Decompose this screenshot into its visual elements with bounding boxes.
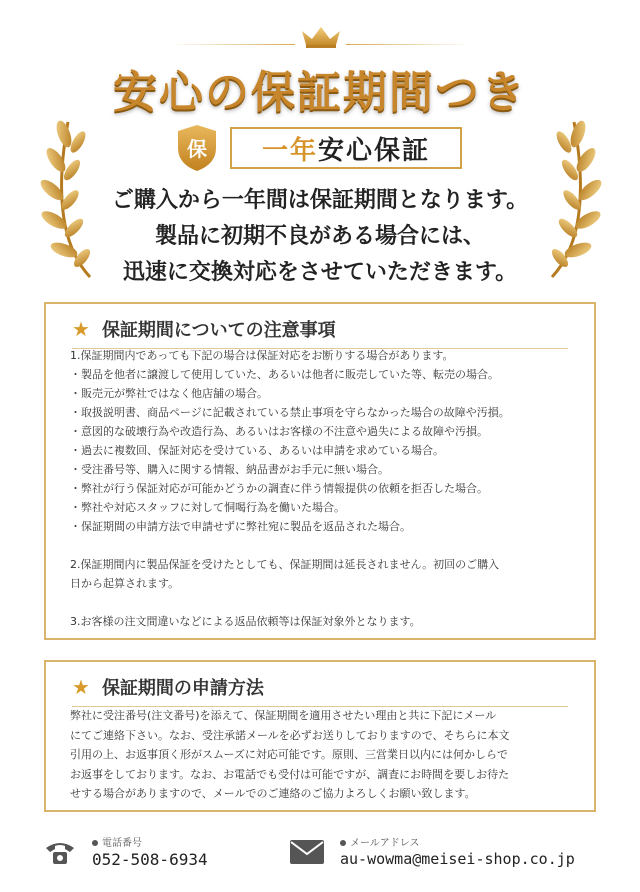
notice-heading-text: 保証期間についての注意事項 <box>101 320 336 341</box>
notice-line: 3.お客様の注文間違いなどによる返品依頼等は保証対象外となります。 <box>70 615 421 628</box>
mail-icon <box>290 840 324 864</box>
notice-line: 日から起算されます。 <box>70 577 180 590</box>
mail-address[interactable]: au-wowma@meisei-shop.co.jp <box>340 850 575 868</box>
badge-label: 保 <box>187 137 207 161</box>
star-icon: ★ <box>72 675 90 699</box>
intro-line: 製品に初期不良がある場合には、 <box>154 224 485 249</box>
apply-line: 引用の上、お返事頂く形がスムーズに対応可能です。原則、三営業日以内には何かしらで <box>70 748 508 761</box>
subtitle-rest: 安心保証 <box>318 135 431 166</box>
apply-line: 弊社に受注番号(注文番号)を添えて、保証期間を適用させたい理由と共に下記にメール <box>70 709 497 722</box>
notice-line: ・意図的な破壊行為や改造行為、あるいはお客様の不注意や過失による故障や汚損。 <box>70 425 488 438</box>
page-title: 安心の保証期間つき <box>113 67 527 118</box>
title-rule-right <box>346 44 471 45</box>
notice-line: ・弊社が行う保証対応が可能かどうかの調査に伴う情報提供の依頼を拒否した場合。 <box>70 482 488 495</box>
crown-icon <box>300 25 342 49</box>
notice-list <box>70 346 580 631</box>
phone-label: 電話番号 <box>92 834 142 849</box>
notice-line: ・弊社や対応スタッフに対して恫喝行為を働いた場合。 <box>70 501 345 514</box>
notice-line: ・販売元が弊社ではなく他店舗の場合。 <box>70 387 268 400</box>
subtitle-accent: 一年 <box>261 135 318 166</box>
mail-label: メールアドレス <box>340 834 420 849</box>
apply-panel <box>44 660 596 812</box>
apply-line: お返事をしております。なお、お電話でも受付は可能ですが、調査にお時間を要しお待た <box>70 767 510 781</box>
notice-line: ・受注番号等、購入に関する情報、納品書がお手元に無い場合。 <box>70 463 389 476</box>
apply-line: せする場合がありますので、メールでのご連絡のご協力よろしくお願い致します。 <box>70 787 476 800</box>
apply-heading <box>72 674 264 700</box>
subtitle-box <box>230 127 462 169</box>
notice-line: ・保証期間の申請方法で申請せずに弊社宛に製品を返品された場合。 <box>70 520 411 533</box>
intro-line: ご購入から一年間は保証期間となります。 <box>111 188 529 213</box>
star-icon: ★ <box>72 317 90 341</box>
apply-heading-text: 保証期間の申請方法 <box>101 678 264 699</box>
notice-panel <box>44 302 596 640</box>
notice-line: ・製品を他者に譲渡して使用していた、あるいは他者に販売していた等、転売の場合。 <box>70 368 499 381</box>
apply-text <box>70 706 580 804</box>
notice-line: 1.保証期間内であっても下記の場合は保証対応をお断りする場合があります。 <box>70 349 454 362</box>
apply-line: にてご連絡下さい。なお、受注承諾メールを必ずお送りしておりますので、そちらに本文 <box>70 728 510 742</box>
notice-line: ・過去に複数回、保証対応を受けている、あるいは申請を求めている場合。 <box>70 444 444 457</box>
title-rule-left <box>170 44 295 45</box>
phone-number[interactable]: 052-508-6934 <box>92 850 208 869</box>
intro-line: 迅速に交換対応をさせていただきます。 <box>122 260 518 285</box>
intro-text <box>0 183 640 291</box>
notice-line: ・取扱説明書、商品ページに記載されている禁止事項を守らなかった場合の故障や汚損。 <box>70 406 510 419</box>
notice-line: 2.保証期間内に製品保証を受けたとしても、保証期間は延長されません。初回のご購入 <box>70 558 500 571</box>
notice-heading <box>72 316 336 342</box>
phone-icon <box>44 836 76 868</box>
